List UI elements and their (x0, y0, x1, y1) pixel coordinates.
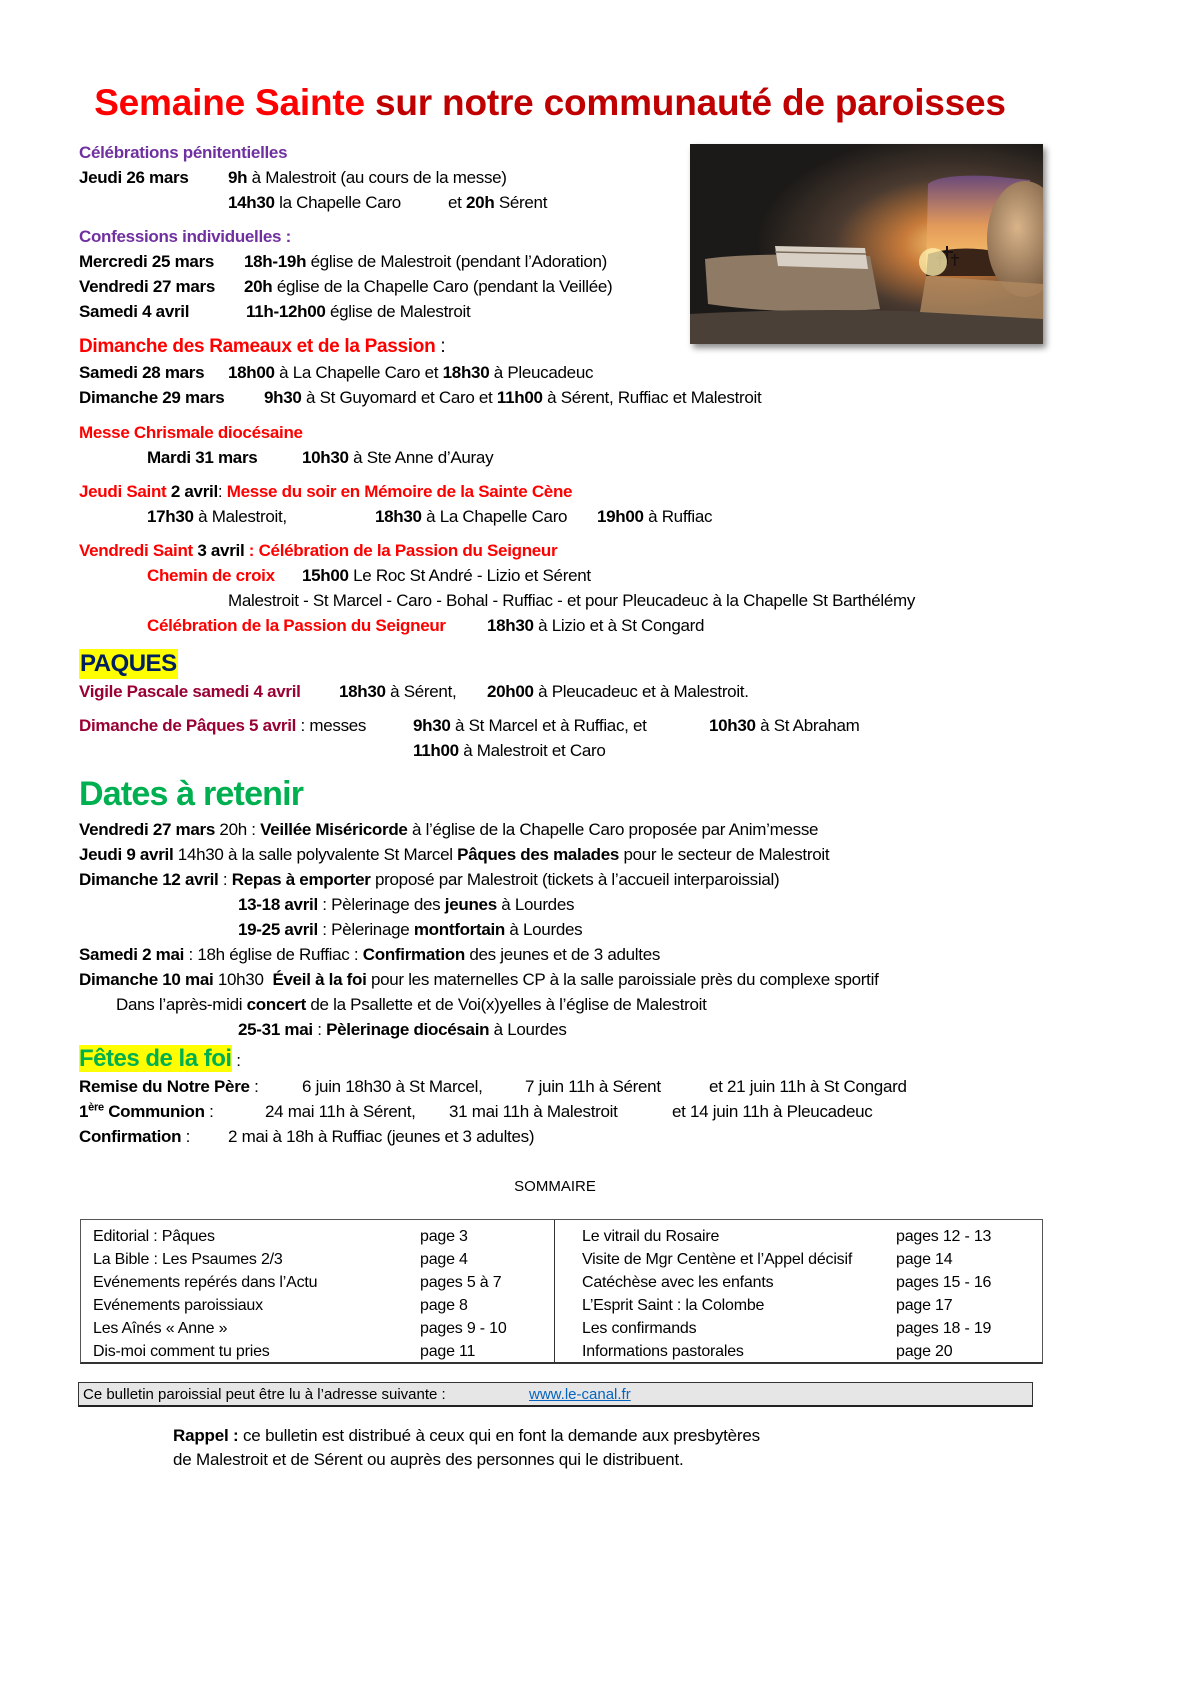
location: à Sérent, (385, 682, 457, 701)
label: Dimanche de Pâques 5 avril (79, 716, 297, 735)
event: Veillée Miséricorde (260, 820, 408, 839)
label: Communion (103, 1102, 205, 1121)
location: à Sérent, Ruffiac et Malestroit (542, 388, 762, 407)
connector: et (448, 193, 467, 212)
text: 14h30 à la salle polyvalente St Marcel (173, 845, 458, 864)
location: à Malestroit (au cours de la messe) (247, 168, 507, 187)
toc-page: pages 5 à 7 (420, 1274, 502, 1291)
number: 1 (79, 1102, 89, 1121)
date: 25-31 mai (238, 1020, 313, 1039)
date-item (116, 994, 707, 1016)
date-item (79, 944, 660, 966)
communion-b: 31 mai 11h à Malestroit (449, 1102, 618, 1121)
rappel-line-1 (173, 1424, 760, 1448)
date-item (238, 1019, 567, 1041)
text: pour les maternelles CP à la salle paroissiale près du complexe sportif (366, 970, 879, 989)
fetes-title: Fêtes de la foi (79, 1045, 232, 1072)
toc-page: page 11 (420, 1343, 476, 1360)
event: Pâques des malades (457, 845, 620, 864)
date: 13-18 avril (238, 895, 318, 914)
time: 9h30 (264, 388, 302, 407)
chrismale-heading: Messe Chrismale diocésaine (79, 423, 303, 442)
time: 18h30 (442, 363, 490, 382)
toc-item: Dis-moi comment tu pries (93, 1343, 270, 1360)
penitentielles-line-2 (228, 192, 401, 214)
time: 11h00 (496, 388, 543, 407)
label: Célébration de la Passion du Seigneur (147, 616, 446, 635)
colon: : (249, 1077, 259, 1096)
date: Jeudi 9 avril (79, 845, 174, 864)
rameaux-title: Dimanche des Rameaux et de la Passion (79, 336, 436, 357)
vigile-label (79, 681, 301, 703)
date: Samedi 2 mai (79, 945, 185, 964)
text: 10h30 (213, 970, 273, 989)
passion-label (147, 615, 446, 637)
jeudi-saint-line-a (147, 506, 287, 528)
text: de la Psallette et de Voi(x)yelles à l’église de Malestroit (305, 995, 707, 1014)
location: à Pleucadeuc et à Malestroit. (533, 682, 749, 701)
date: Samedi 4 avril (79, 302, 190, 321)
toc-item: Les confirmands (582, 1320, 697, 1337)
label: Confirmation (79, 1127, 182, 1146)
location: à La Chapelle Caro et (274, 363, 443, 382)
sommaire-title: SOMMAIRE (514, 1178, 596, 1195)
title-part-1: Semaine Sainte (94, 82, 365, 123)
confession-row (79, 251, 214, 273)
location: à Ste Anne d’Auray (348, 448, 494, 467)
time: 18h30 (339, 682, 386, 701)
location: à La Chapelle Caro (421, 507, 568, 526)
toc-item: Evénements paroissiaux (93, 1297, 263, 1314)
text: : Pèlerinage des (317, 895, 445, 914)
time: 10h30 (709, 716, 756, 735)
toc-page: pages 12 - 13 (896, 1228, 992, 1245)
text: à Lourdes (489, 1020, 567, 1039)
toc-page: page 3 (420, 1228, 468, 1245)
toc-page: pages 15 - 16 (896, 1274, 992, 1291)
dimanche-paques-detail-c (413, 740, 606, 762)
rameaux-heading (79, 336, 445, 358)
text: : (218, 870, 232, 889)
time: 11h-12h00 (246, 302, 326, 321)
rappel (173, 1424, 760, 1472)
text: pour le secteur de Malestroit (619, 845, 830, 864)
date: Mardi 31 mars (147, 448, 258, 467)
text: : Pèlerinage (317, 920, 414, 939)
toc-page: page 14 (896, 1251, 953, 1268)
location: Sérent (494, 193, 548, 212)
colon: : (217, 482, 223, 501)
rappel-line-2: de Malestroit et de Sérent ou auprès des personnes qui le distribuent. (173, 1450, 684, 1469)
date: Dimanche 29 mars (79, 388, 225, 407)
location: à Malestroit et Caro (458, 741, 606, 760)
time: 20h (466, 193, 495, 212)
time: 19h00 (597, 507, 644, 526)
superscript: ère (88, 1101, 104, 1114)
penitentielles-line-1 (79, 167, 189, 189)
passion-detail (487, 615, 704, 637)
page-title (0, 80, 1100, 126)
toc-item: Catéchèse avec les enfants (582, 1274, 774, 1291)
confession-row (79, 276, 215, 298)
date: 2 avril (166, 482, 218, 501)
chemin-de-croix-label (147, 565, 275, 587)
confirmation-detail: 2 mai à 18h à Ruffiac (jeunes et 3 adultes) (228, 1127, 535, 1146)
time: 20h00 (487, 682, 534, 701)
rameaux-line-1 (79, 362, 204, 384)
chrismale-line (147, 447, 257, 469)
vendredi-saint-heading (79, 540, 557, 562)
event: Pèlerinage diocésain (326, 1020, 490, 1039)
confession-row (79, 301, 189, 323)
location: à St Marcel et à Ruffiac, et (450, 716, 647, 735)
text: 20h : (215, 820, 261, 839)
time: 9h (228, 168, 248, 187)
time: 17h30 (147, 507, 194, 526)
text: Dans l’après-midi (116, 995, 247, 1014)
label: Jeudi Saint (79, 482, 167, 501)
date-item (79, 969, 879, 991)
location: à Ruffiac (643, 507, 713, 526)
confession-row-detail (244, 276, 612, 298)
remise-b: 7 juin 11h à Sérent (525, 1077, 661, 1096)
rameaux-line-2 (79, 387, 224, 409)
empty-tomb-photo (690, 144, 1043, 344)
location: à Pleucadeuc (489, 363, 594, 382)
event: concert (246, 995, 306, 1014)
toc-page: pages 18 - 19 (896, 1320, 992, 1337)
chrismale-line-detail (302, 447, 493, 469)
location: église de Malestroit (pendant l’Adoration) (306, 252, 607, 271)
toc-item: La Bible : Les Psaumes 2/3 (93, 1251, 283, 1268)
column-divider (554, 1220, 555, 1362)
chemin-de-croix-line-2: Malestroit - St Marcel - Caro - Bohal - Ruffiac - et pour Pleucadeuc à la Chapelle St Barthélémy (228, 591, 916, 610)
text: à l’église de la Chapelle Caro proposée par Anim’messe (407, 820, 819, 839)
dimanche-paques-detail-b (709, 715, 860, 737)
label: Remise du Notre Père (79, 1077, 250, 1096)
date: Jeudi 26 mars (79, 168, 189, 187)
remise-label (79, 1076, 259, 1098)
event: montfortain (413, 920, 505, 939)
paques-heading: PAQUES (80, 650, 177, 677)
date: 19-25 avril (238, 920, 318, 939)
chemin-de-croix-detail (302, 565, 591, 587)
toc-page: page 17 (896, 1297, 953, 1314)
bulletin-label: Ce bulletin paroissial peut être lu à l’adresse suivante : (83, 1386, 446, 1403)
location: à St Guyomard et Caro et (301, 388, 497, 407)
time: 15h00 (302, 566, 349, 585)
event: Confirmation (362, 945, 465, 964)
colon: : (181, 1127, 191, 1146)
date-item (79, 869, 779, 891)
penitentielles-heading: Célébrations pénitentielles (79, 143, 288, 162)
toc-item: Editorial : Pâques (93, 1228, 215, 1245)
vigile-detail-a (339, 681, 456, 703)
confession-row-detail (246, 301, 470, 323)
time: 14h30 (228, 193, 275, 212)
location: à Lizio et à St Congard (533, 616, 705, 635)
date-item (79, 819, 818, 841)
time: 10h30 (302, 448, 349, 467)
toc-item: Informations pastorales (582, 1343, 744, 1360)
time: 18h-19h (244, 252, 307, 271)
time: 18h00 (228, 363, 275, 382)
time: 18h30 (375, 507, 422, 526)
confessions-heading: Confessions individuelles : (79, 227, 291, 246)
dimanche-paques-label (79, 715, 366, 737)
jeudi-saint-line-c (597, 506, 712, 528)
date: Vendredi 27 mars (79, 820, 215, 839)
text: des jeunes et de 3 adultes (464, 945, 661, 964)
remise-a: 6 juin 18h30 à St Marcel, (302, 1077, 483, 1096)
dates-heading: Dates à retenir (79, 775, 304, 813)
colon: : (435, 336, 446, 357)
title: : Célébration de la Passion du Seigneur (244, 541, 558, 560)
date: Dimanche 12 avril (79, 870, 219, 889)
confession-row-detail (244, 251, 607, 273)
toc-page: page 8 (420, 1297, 468, 1314)
time: 18h30 (487, 616, 534, 635)
time: 20h (244, 277, 273, 296)
jeudi-saint-line-b (375, 506, 567, 528)
rappel-label: Rappel : (173, 1426, 239, 1445)
date-item (79, 844, 829, 866)
location: église de Malestroit (325, 302, 471, 321)
event: jeunes (444, 895, 497, 914)
date: Mercredi 25 mars (79, 252, 215, 271)
sommaire-table (80, 1219, 1043, 1364)
location: église de la Chapelle Caro (pendant la Veillée) (272, 277, 613, 296)
time: 11h00 (413, 741, 459, 760)
penitentielles-line-2-b (448, 192, 547, 214)
messes: : messes (296, 716, 367, 735)
toc-item: Visite de Mgr Centène et l’Appel décisif (582, 1251, 853, 1268)
bulletin-link[interactable]: www.le-canal.fr (529, 1386, 631, 1403)
bulletin-url-box (78, 1382, 1033, 1407)
text: : (312, 1020, 327, 1039)
colon: : (204, 1102, 214, 1121)
toc-page: pages 9 - 10 (420, 1320, 507, 1337)
communion-label (79, 1101, 214, 1123)
location: Le Roc St André - Lizio et Sérent (348, 566, 591, 585)
label: Vendredi Saint (79, 541, 193, 560)
time: 9h30 (413, 716, 451, 735)
title-part-2: sur notre communauté de paroisses (364, 82, 1006, 123)
label: Chemin de croix (147, 566, 275, 585)
toc-item: L’Esprit Saint : la Colombe (582, 1297, 765, 1314)
text: proposé par Malestroit (tickets à l’accueil interparoissial) (370, 870, 780, 889)
toc-page: page 20 (896, 1343, 953, 1360)
empty-tomb-icon (690, 144, 1043, 344)
text: à Lourdes (496, 895, 575, 914)
location: la Chapelle Caro (274, 193, 401, 212)
dimanche-paques-detail-a (413, 715, 647, 737)
date: Vendredi 27 mars (79, 277, 215, 296)
location: à St Abraham (755, 716, 860, 735)
rappel-text: ce bulletin est distribué à ceux qui en font la demande aux presbytères (238, 1426, 760, 1445)
text: : 18h église de Ruffiac : (184, 945, 363, 964)
event: Repas à emporter (231, 870, 371, 889)
location: à Malestroit, (193, 507, 287, 526)
confirmation-label (79, 1126, 190, 1148)
toc-page: page 4 (420, 1251, 468, 1268)
date: 3 avril (192, 541, 245, 560)
date: Samedi 28 mars (79, 363, 205, 382)
vigile-detail-b (487, 681, 749, 703)
colon: : (231, 1051, 241, 1070)
rameaux-line-2-detail (264, 387, 761, 409)
toc-item: Evénements repérés dans l’Actu (93, 1274, 318, 1291)
toc-item: Le vitrail du Rosaire (582, 1228, 720, 1245)
rameaux-line-1-detail (228, 362, 593, 384)
communion-a: 24 mai 11h à Sérent, (265, 1102, 416, 1121)
jeudi-saint-heading (79, 481, 572, 503)
date-item (238, 894, 574, 916)
title: Messe du soir en Mémoire de la Sainte Cène (222, 482, 573, 501)
toc-item: Les Aînés « Anne » (93, 1320, 228, 1337)
date: Dimanche 10 mai (79, 970, 214, 989)
communion-c: et 14 juin 11h à Pleucadeuc (672, 1102, 873, 1121)
penitentielles-line-1-detail (228, 167, 507, 189)
label: Vigile Pascale samedi 4 avril (79, 682, 301, 701)
text: à Lourdes (505, 920, 583, 939)
event: Éveil à la foi (272, 970, 367, 989)
remise-c: et 21 juin 11h à St Congard (709, 1077, 907, 1096)
date-item (238, 919, 582, 941)
fetes-heading (79, 1045, 241, 1075)
